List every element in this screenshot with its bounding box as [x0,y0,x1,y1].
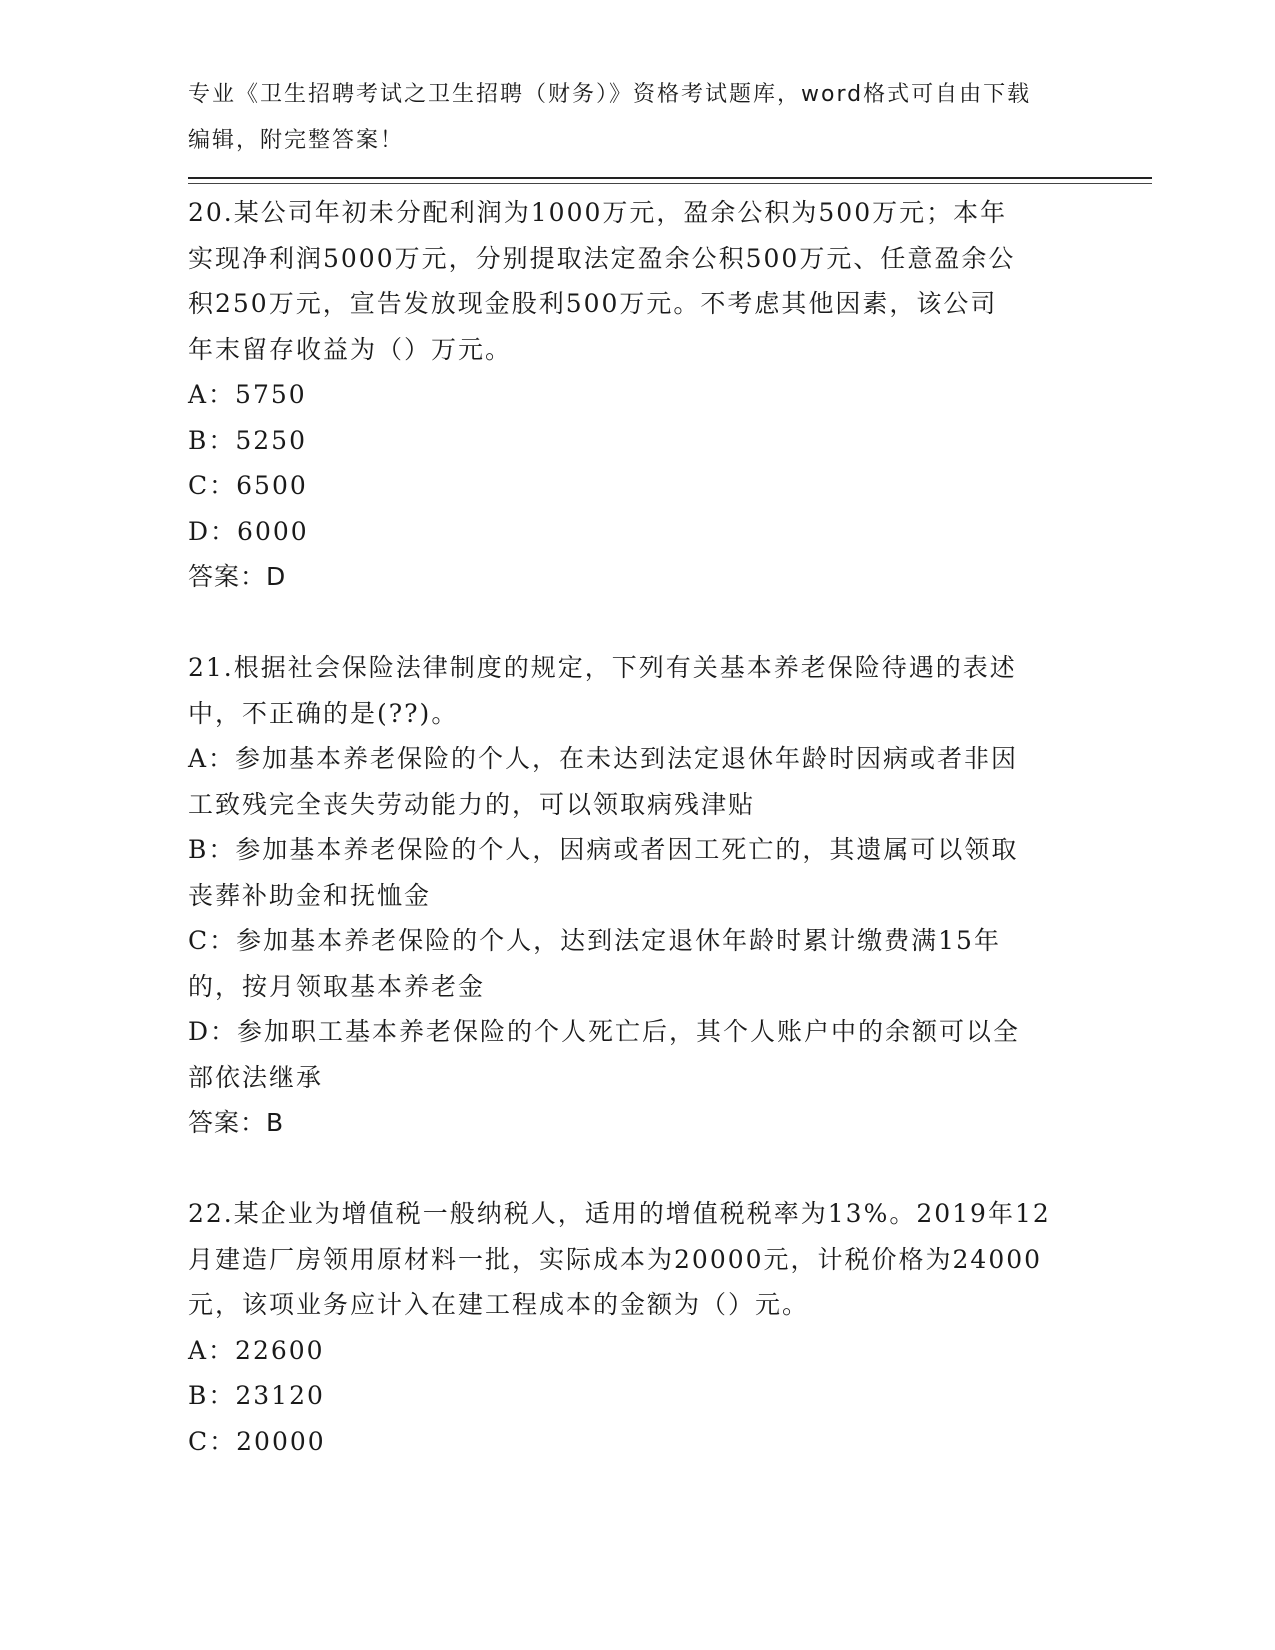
header-line: 专业《卫生招聘考试之卫生招聘（财务）》资格考试题库，word格式可自由下载 [188,82,1032,107]
header-divider [188,177,1152,179]
option-a: A：22600 [188,1335,325,1365]
spacer [188,600,1088,646]
spacer [188,1146,1088,1192]
option-b: B：23120 [188,1381,325,1410]
question-22 [188,1191,1088,1464]
option-b: B：参加基本养老保险的个人，因病或者因工死亡的，其遗属可以领取 [188,835,1019,864]
option-d: D：参加职工基本养老保险的个人死亡后，其个人账户中的余额可以全 [188,1017,1021,1046]
question-stem-line: 积250万元，宣告发放现金股利500万元。不考虑其他因素，该公司 [188,289,998,318]
header-divider-thin [188,183,1152,184]
question-stem-line: 实现净利润5000万元，分别提取法定盈余公积500万元、任意盈余公 [188,243,1016,273]
option-d: D：6000 [188,516,309,546]
question-20 [188,190,1088,600]
answer-line: 答案：B [188,1108,285,1137]
question-stem-line: 月建造厂房领用原材料一批，实际成本为20000元，计税价格为24000 [188,1244,1043,1274]
option-b-continued: 丧葬补助金和抚恤金 [188,880,432,910]
option-c-continued: 的，按月领取基本养老金 [188,971,486,1001]
option-a: A：5750 [188,380,307,409]
option-d-continued: 部依法继承 [188,1062,324,1092]
answer-line: 答案：D [188,562,287,591]
header-line: 编辑，附完整答案！ [188,127,405,153]
option-c: C：6500 [188,471,308,500]
page-header [188,72,1088,163]
question-list [188,190,1088,1464]
option-a-continued: 工致残完全丧失劳动能力的，可以领取病残津贴 [188,789,756,819]
question-stem-line: 元，该项业务应计入在建工程成本的金额为（）元。 [188,1290,810,1319]
option-c: C：20000 [188,1426,326,1456]
question-stem-line: 年末留存收益为（）万元。 [188,334,513,364]
question-stem-line: 21.根据社会保险法律制度的规定，下列有关基本养老保险待遇的表述 [188,653,1017,682]
question-stem-line: 中，不正确的是(??)。 [188,698,459,728]
option-a: A：参加基本养老保险的个人，在未达到法定退休年龄时因病或者非因 [188,744,1019,773]
option-c: C：参加基本养老保险的个人，达到法定退休年龄时累计缴费满15年 [188,926,1001,955]
option-b: B：5250 [188,425,307,455]
question-stem-line: 22.某企业为增值税一般纳税人，适用的增值税税率为13%。2019年12 [188,1199,1051,1228]
question-stem-line: 20.某公司年初未分配利润为1000万元，盈余公积为500万元；本年 [188,198,1008,227]
question-21 [188,645,1088,1146]
